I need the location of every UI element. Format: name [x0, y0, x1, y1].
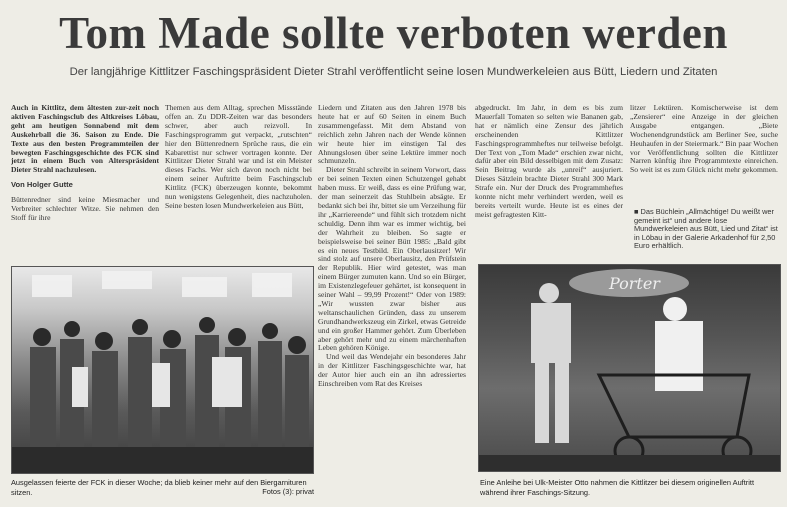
article-text: Büttenredner sind keine Miesmacher und Verbreiter schlechter Witze. Sie nehmen den Stoff für ihre: [11, 195, 159, 222]
article-text: Liedern und Zitaten aus den Jahren 1978 bis heute hat er auf 60 Seiten in einem Buch zusammengefasst. Mit dem Abstand von reichlich zehn Jahren nach der Wende können wir heute hier im einstigen Tal des Ahnungslosen über seine Lektüre immer noch schmunzeln.: [318, 104, 466, 166]
article-column-2: [165, 104, 312, 262]
article-column-5: [630, 104, 778, 212]
article-lead: Auch in Kittlitz, dem ältesten zur-zeit noch aktiven Faschingsclub des Altkreises Löbau, geht am heutigen Sonnabend mit dem Auskehrball die 36. Saison zu Ende. Die Texte aus den besten Programmteilen der bewegten Faschingsgeschichte des FCK sind jetzt in einem Buch von Alterspräsident Dieter Strahl nachzulesen.: [11, 104, 159, 175]
article-text: Dieter Strahl schreibt in seinem Vorwort, dass er bei seinen Texten einen Schutzengel gehabt haben muss. Er weiß, dass es eine Prüfung war, der man seinerzeit das Stuhlbein absägte. Er bedankt sich bei ihr, bittet sie um Verzeihung für ihr „Karriereende“ und fühlt sich trotzdem nicht schuldig. Denn ihm war es immer wichtig, bei der Wahrheit zu bleiben. So sagte er beispielsweise bei seiner Bütt 1985: „Bald gibt es ein neues Testbild. Ein Oberlausitzer! Wir sind stolz auf unsere Oberlausitz, den Prüfstein der Republik. Hier wird getestet, was man einem Bürger zumuten kann. Und so ein Bürger, im Existenzlegefeuer gehärtet, ist konsequent in seiner Wahl – 99,99 Prozent!“ Oder von 1989: „Wir wussten zwar bisher aus weltanschaulichen Gründen, dass zu unserem Grundhandwerkszeug ein Zirkel, etwas Getreide und ein großer Hammer gehört. Zum Überleben aber gehört mehr und zu einem märchenhaften Leben gehören Könige.: [318, 165, 466, 353]
photo-stage-illustration: [479, 265, 780, 471]
photo-stage-performance: [478, 264, 781, 472]
photo-caption-1: Ausgelassen feierte der FCK in dieser Woche; da blieb keiner mehr auf den Biergarnituren sitzen.: [11, 478, 307, 497]
article-text: Und weil das Wendejahr ein besonderes Jahr in der Kittlitzer Faschingsgeschichte war, hat der Autor hier auch ein an ihn adressiertes Einschreiben vom Rat des Kreises: [318, 352, 466, 389]
subheadline: Der langjährige Kittlitzer Faschingspräsident Dieter Strahl veröffentlicht seine losen Mundwerkeleien aus Bütt, Liedern und Zitaten: [69, 66, 718, 78]
photo-caption-2: Eine Anleihe bei Ulk-Meister Otto nahmen die Kittlitzer bei diesem originellen Auftritt während ihrer Faschings-Sitzung.: [480, 478, 754, 497]
article-column-3: [318, 104, 466, 502]
byline: Von Holger Gutte: [11, 180, 73, 190]
article-text: Themen aus dem Alltag, sprechen Missstände offen an. Zu DDR-Zeiten war das besonders schwer, aber auch reizvoll. In Faschingsprogramm gut verpackt, „rutschten“ hier den Büttenrednern Sprüche raus, die ein Kabarettist nur schwer vortragen konnte. Der Kittlitzer Dieter Strahl war und ist ein Meister dieses Fachs. Wer sich davon noch nicht bei einem seiner Auftritte beim Faschingsclub Kittlitz (FCK) überzeugen konnte, bekommt nun wenigstens Gelegenheit, dies nachzuholen. Seine besten losen Mundwerkeleien aus Bütt,: [165, 104, 312, 210]
article-column-4: [475, 104, 623, 260]
photo-carnival-crowd: [11, 266, 314, 474]
article-text: litzer Lektüren. Komischerweise ist dem „Zensierer“ eine Anzeige in der gleichen Ausgabe entgangen. „Biete Wochenendgrundstück am Berliner See, suche Heuhaufen in der Steiermark.“ Bin paar Wochen vor Veröffentlichung sollten die Kittlitzer Narren künftig ihre Programmtexte einreichen. So weit ist es zum Glück nicht mehr gekommen.: [630, 104, 778, 175]
article-text: abgedruckt. Im Jahr, in dem es bis zum Mauerfall Tomaten so selten wie Bananen gab, hat er nämlich eine Zensur des jährlich erscheinenden Kittlitzer Faschingsprogrammheftes nur teilweise befolgt. Der Text von „Tom Made“ erschien zwar nicht, dafür aber ein Bild desselbigen mit dem Zusatz: Sein Beitrag wurde als „unreif“ ausjuriert. Dieses Sätzlein brachte Dieter Strahl 300 Mark Strafe ein. Nur der Druck des Programmheftes konnte nicht mehr verhindert werden, weil es bereits verteilt wurde. Heute ist es eines der meist gefragtesten Kitt-: [475, 104, 623, 219]
photo-credit: Fotos (3): privat: [262, 487, 314, 496]
book-info-note: ■ Das Büchlein „Allmächtige! Du weißt wer gemeint ist“ und andere lose Mundwerkeleien aus Bütt, Lied und Zitat“ ist in Löbau in der Galerie Arkadenhof für 2,50 Euro erhältlich.: [634, 207, 778, 251]
photo-crowd-illustration: [12, 267, 313, 473]
headline: Tom Made sollte verboten werden: [59, 8, 728, 58]
banner-text: Porter: [609, 274, 660, 293]
article-column-1: [11, 104, 159, 264]
